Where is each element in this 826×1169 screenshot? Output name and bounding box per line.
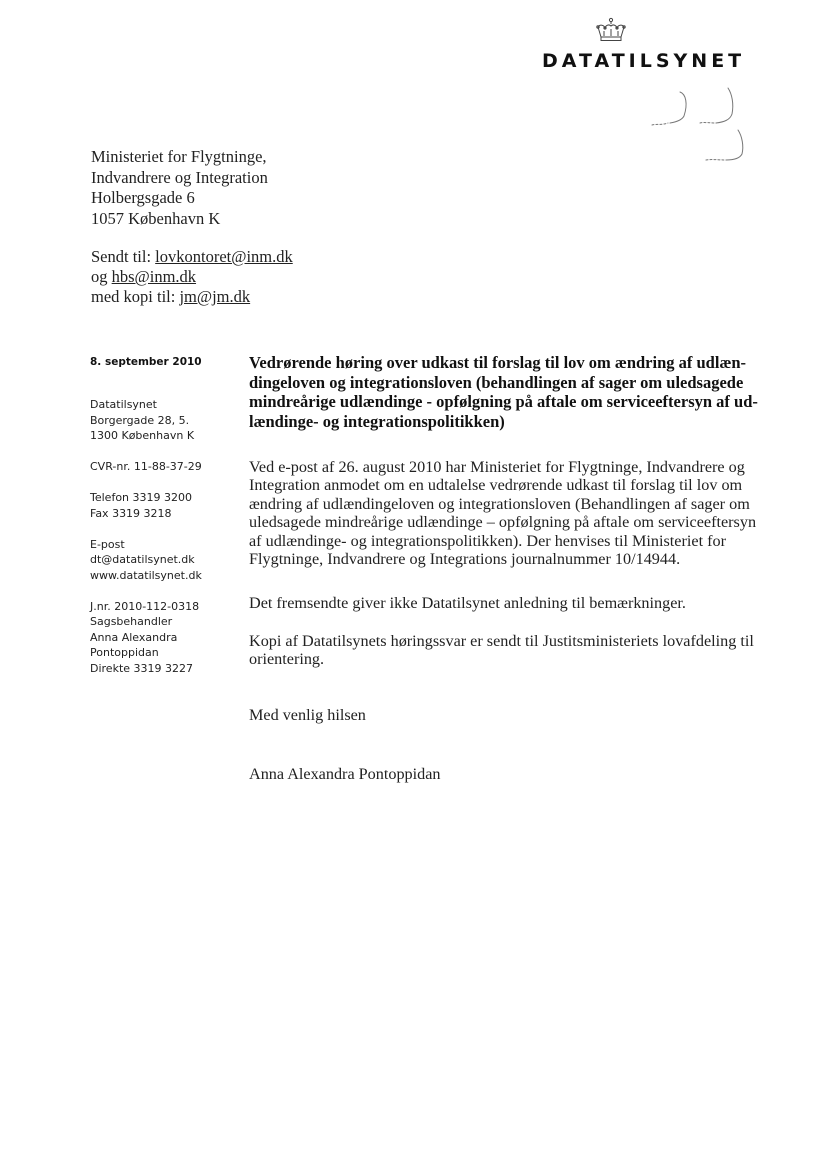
sidebar-line: E-post (90, 537, 125, 551)
sidebar-website-link[interactable]: www.datatilsynet.dk (90, 568, 202, 582)
sender-cvr (90, 459, 202, 475)
sidebar-line: Fax 3319 3218 (90, 506, 172, 520)
sender-address (90, 397, 202, 444)
sidebar-line: Borgergade 28, 5. (90, 413, 190, 427)
email-link-jm[interactable]: jm@jm.dk (179, 287, 251, 306)
sidebar-line: Pontoppidan (90, 646, 159, 659)
sent-to-label: og (91, 267, 112, 286)
sender-contact (90, 537, 202, 584)
email-link-lovkontoret[interactable]: lovkontoret@inm.dk (155, 247, 293, 266)
sender-phone (90, 490, 202, 521)
crown-logo-icon (594, 17, 628, 45)
handwritten-mark (640, 80, 760, 170)
body-line: Integration anmodet om en udtalelse vedrørende udkast til forslag til lov om (249, 476, 743, 495)
sidebar-line: 1300 København K (90, 429, 195, 442)
copy-to-label: med kopi til: (91, 287, 180, 306)
recipient-line: Holbergsgade 6 (91, 188, 195, 207)
case-info (90, 599, 202, 677)
email-link-hbs[interactable]: hbs@inm.dk (111, 267, 197, 286)
letter-date: 8. september 2010 (90, 356, 202, 368)
body-paragraph-2: Det fremsendte giver ikke Datatilsynet anledning til bemærkninger. (249, 594, 686, 612)
recipient-line: Indvandrere og Integration (91, 167, 268, 187)
subject-line: dingeloven og integrationsloven (behandlingen af sager om uledsagede (249, 372, 744, 392)
subject-line: lændinge- og integrationspolitikken) (249, 411, 505, 431)
sent-to-label: Sendt til: (91, 247, 156, 266)
sender-sidebar (90, 397, 202, 692)
sidebar-line: Direkte 3319 3227 (90, 661, 194, 675)
closing-salutation: Med venlig hilsen (249, 706, 366, 724)
brand-wordmark: DATATILSYNET (542, 50, 746, 72)
body-paragraph-1 (249, 458, 756, 568)
recipient-address (91, 147, 268, 229)
sidebar-line: J.nr. 2010-112-0318 (90, 599, 200, 613)
sidebar-line: Datatilsynet (90, 398, 157, 411)
recipient-line: Ministeriet for Flygtninge, (91, 147, 267, 166)
letter-subject (249, 353, 779, 431)
body-line: uledsagede mindreårige udlændinge – opfølgning på aftale om serviceeftersyn (249, 513, 757, 532)
body-paragraph-3 (249, 632, 754, 669)
body-line: orientering. (249, 650, 325, 669)
sidebar-email-link[interactable]: dt@datatilsynet.dk (90, 553, 195, 566)
recipient-line: 1057 København K (91, 208, 221, 228)
body-line: Ved e-post af 26. august 2010 har Ministeriet for Flygtninge, Indvandrere og (249, 458, 745, 476)
subject-line: mindreårige udlændinge - opfølgning på aftale om serviceeftersyn af ud- (249, 392, 758, 411)
sidebar-line: Telefon 3319 3200 (90, 491, 192, 504)
sidebar-line: Sagsbehandler (90, 615, 173, 628)
sidebar-line: CVR-nr. 11-88-37-29 (90, 460, 202, 473)
sent-to-block (91, 247, 293, 307)
body-line: Flygtninge, Indvandrere og Integrations journalnummer 10/14944. (249, 550, 681, 569)
subject-line: Vedrørende høring over udkast til forslag til lov om ændring af udlæn- (249, 353, 747, 372)
body-line: af udlændinge- og integrationspolitikken). Der henvises til Ministeriet for (249, 531, 726, 550)
signature-name: Anna Alexandra Pontoppidan (249, 765, 441, 783)
body-line: Kopi af Datatilsynets høringssvar er sendt til Justitsministeriets lovafdeling til (249, 632, 754, 650)
sidebar-line: Anna Alexandra (90, 630, 178, 644)
body-line: ændring af udlændingeloven og integrationsloven (Behandlingen af sager om (249, 494, 750, 513)
